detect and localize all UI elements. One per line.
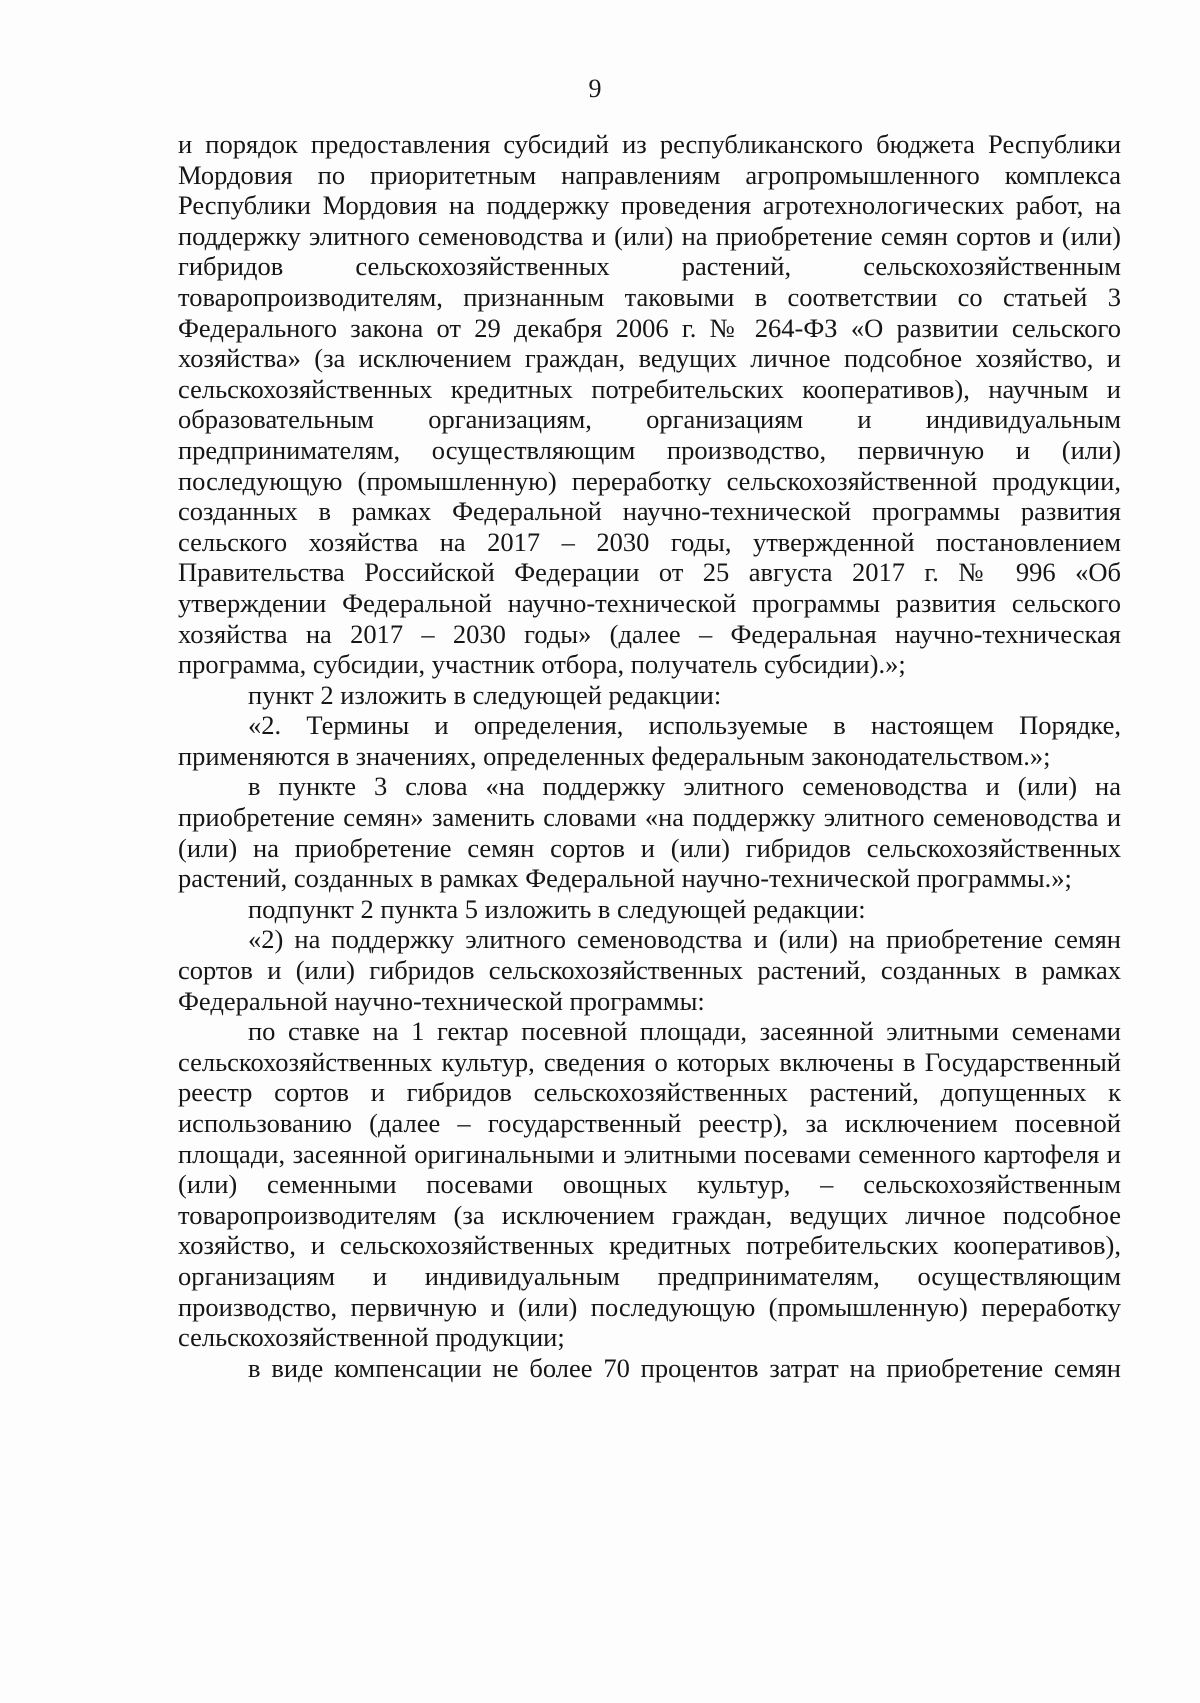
paragraph-continuation: и порядок предоставления субсидий из республиканского бюджета Республики Мордовия по приоритетным направлениям агропромышленного комплекса Республики Мордовия на поддержку проведения агротехнологических работ, на поддержку элитного семеноводства и (или) на приобретение семян сортов и (или) гибридов сельскохозяйственных растений, сельскохозяйственным товаропроизводителям, признанным таковыми в соответствии со статьей 3 Федерального закона от 29 декабря 2006 г. № 264-ФЗ «О развитии сельского хозяйства» (за исключением граждан, ведущих личное подсобное хозяйство, и сельскохозяйственных кредитных потребительских кооперативов), научным и образовательным организациям, организациям и индивидуальным предпринимателям, осуществляющим производство, первичную и (или) последующую (промышленную) переработку сельскохозяйственной продукции, созданных в рамках Федеральной научно-технической программы развития сельского хозяйства на 2017 – 2030 годы, утвержденной постановлением Правительства Российской Федерации от 25 августа 2017 г. № 996 «Об утверждении Федеральной научно-технической программы развития сельского хозяйства на 2017 – 2030 годы» (далее – Федеральная научно-техническая программа, субсидии, участник отбора, получатель субсидии).»;	[178, 129, 1121, 680]
paragraph-rate-per-hectare: по ставке на 1 гектар посевной площади, засеянной элитными семенами сельскохозяйственных культур, сведения о которых включены в Государственный реестр сортов и гибридов сельскохозяйственных растений, допущенных к использованию (далее – государственный реестр), за исключением посевной площади, засеянной оригинальными и элитными посевами семенного картофеля и (или) семенными посевами овощных культур, – сельскохозяйственным товаропроизводителям (за исключением граждан, ведущих личное подсобное хозяйство, и сельскохозяйственных кредитных потребительских кооперативов), организациям и индивидуальным предпринимателям, осуществляющим производство, первичную и (или) последующую (промышленную) переработку сельскохозяйственной продукции;	[178, 1016, 1121, 1353]
document-body	[178, 129, 1121, 1383]
paragraph-item-3-instruction: в пункте 3 слова «на поддержку элитного семеноводства и (или) на приобретение семян» заменить словами «на поддержку элитного семеноводства и (или) на приобретение семян сортов и (или) гибридов сельскохозяйственных растений, созданных в рамках Федеральной научно-технической программы.»;	[178, 771, 1121, 894]
page-number: 9	[588, 74, 602, 103]
paragraph-subitem-5-2-text: «2) на поддержку элитного семеноводства и (или) на приобретение семян сортов и (или) гибридов сельскохозяйственных растений, созданных в рамках Федеральной научно-технической программы:	[178, 924, 1121, 1016]
paragraph-item-2-text: «2. Термины и определения, используемые в настоящем Порядке, применяются в значениях, определенных федеральным законодательством.»;	[178, 710, 1121, 771]
paragraph-subitem-5-2-instruction: подпункт 2 пункта 5 изложить в следующей редакции:	[248, 893, 866, 924]
paragraph-item-2-instruction: пункт 2 изложить в следующей редакции:	[248, 679, 722, 710]
paragraph-compensation: в виде компенсации не более 70 процентов затрат на приобретение семян	[248, 1352, 1121, 1383]
